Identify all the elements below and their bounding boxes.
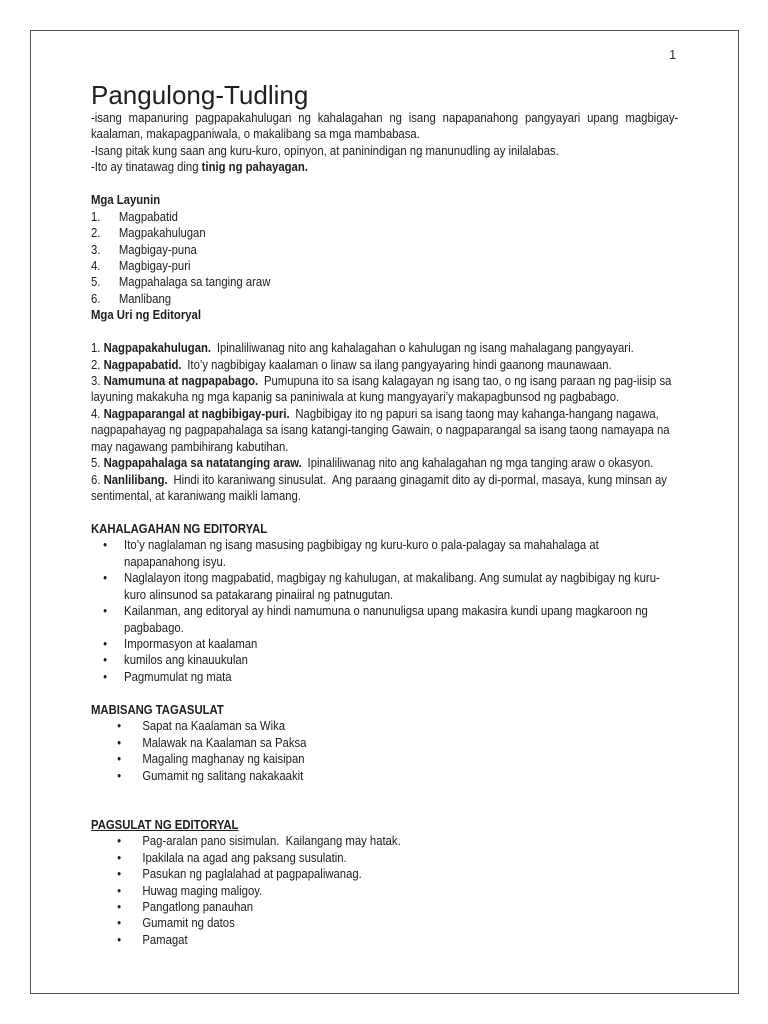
layunin-heading	[91, 192, 678, 208]
pagsulat-bullet	[91, 833, 678, 849]
uri-description: may nagawang pambihirang kabutihan.	[91, 438, 289, 454]
uri-term: Nagpapahalaga sa natatanging araw.	[103, 455, 302, 471]
uri-term: Nagpapakahulugan.	[103, 340, 212, 356]
kahalagahan-bullet	[91, 537, 678, 553]
tinig-prefix: -Ito ay tinatawag ding	[91, 159, 199, 175]
bullet-marker	[103, 636, 107, 652]
paragraph-gap	[91, 800, 678, 816]
item-number: 5.	[91, 455, 101, 471]
bullet-text: Ipakilala na agad ang paksang susulatin.	[142, 849, 347, 865]
kahalagahan-bullet	[91, 603, 678, 619]
pagsulat-bullet	[91, 932, 678, 948]
paragraph-gap	[91, 505, 678, 521]
layunin-item	[91, 291, 678, 307]
kahalagahan-continuation	[91, 587, 678, 603]
paragraph-gap	[91, 324, 678, 340]
bullet-text: Pagmumulat ng mata	[124, 668, 232, 684]
uri-term: Nagpapabatid.	[103, 356, 182, 372]
uri-description: sentimental, at karaniwang maikli lamang.	[91, 488, 301, 504]
uri-description: Ipinaliliwanag nito ang kahalagahan ng mga tanging araw o okasyon.	[307, 455, 654, 471]
item-number: 2.	[91, 225, 101, 241]
layunin-item	[91, 274, 678, 290]
item-number: 6.	[91, 290, 101, 306]
bullet-marker	[117, 883, 121, 899]
bullet-marker	[117, 833, 121, 849]
item-number: 3.	[91, 241, 101, 257]
tagasulat-bullet	[91, 751, 678, 767]
item-text: Magbigay-puna	[118, 241, 197, 257]
uri-continuation	[91, 488, 678, 504]
definition-text: kaalaman, makapagpaniwala, o makalibang sa mga mambabasa.	[91, 126, 420, 142]
layunin-item	[91, 258, 678, 274]
item-text: Magpahalaga sa tanging araw	[118, 274, 271, 290]
tagasulat-bullet	[91, 718, 678, 734]
pagsulat-bullet	[91, 899, 678, 915]
uri-description: Nagbibigay ito ng papuri sa isang taong may kahanga-hangang nagawa,	[295, 405, 659, 421]
bullet-marker	[117, 768, 121, 784]
bullet-text: kumilos ang kinauukulan	[124, 652, 248, 668]
bullet-text: Naglalayon itong magpabatid, magbigay ng kahulugan, at makalibang. Ang sumulat ay nagbibigay ng kuru-	[124, 570, 660, 586]
item-number: 4.	[91, 257, 101, 273]
uri-description: nagpapahayag ng pagpapahalaga sa isang katangi-tanging Gawain, o nagpaparangal sa isang taong namayapa na	[91, 422, 670, 438]
bullet-marker	[103, 570, 107, 586]
item-number: 3.	[91, 373, 101, 388]
bullet-marker	[103, 669, 107, 685]
layunin-item	[91, 209, 678, 225]
bullet-text: Gumamit ng salitang nakakaakit	[142, 767, 304, 783]
mabisang-tagasulat-heading-text: MABISANG TAGASULAT	[91, 701, 224, 717]
pagsulat-heading	[91, 817, 678, 833]
uri-continuation	[91, 422, 678, 438]
uri-term: Nagpaparangal at nagbibigay-puri.	[103, 405, 290, 421]
kahalagahan-bullet	[91, 636, 678, 652]
item-text: Magpakahulugan	[118, 225, 206, 241]
bullet-text: Gumamit ng datos	[142, 915, 235, 931]
uri-item	[91, 373, 678, 389]
bullet-text: Kailanman, ang editoryal ay hindi namumuna o nanunuligsa upang makasira kundi upang magkaroon ng	[124, 603, 648, 619]
definition-line	[91, 126, 678, 142]
bullet-marker	[103, 603, 107, 619]
paragraph-gap	[91, 176, 678, 192]
item-number: 6.	[91, 471, 101, 487]
pitak-line	[91, 143, 678, 159]
bullet-marker	[103, 652, 107, 668]
bullet-text: Pasukan ng paglalahad at pagpapaliwanag.	[142, 866, 362, 882]
pagsulat-heading-text: PAGSULAT NG EDITORYAL	[91, 816, 239, 832]
uri-item	[91, 357, 678, 373]
bullet-marker	[117, 899, 121, 915]
bullet-text: Pangatlong panauhan	[142, 899, 254, 914]
paragraph-gap	[91, 685, 678, 701]
uri-continuation	[91, 439, 678, 455]
item-number: 1.	[91, 340, 101, 356]
kahalagahan-heading	[91, 521, 678, 537]
tagasulat-bullet	[91, 735, 678, 751]
layunin-item	[91, 242, 678, 258]
bullet-text: Impormasyon at kaalaman	[124, 636, 258, 651]
kahalagahan-continuation	[91, 554, 678, 570]
definition-line: -isang mapanuring pagpapakahulugan ng kahalagahan ng isang napapanahong pangyayari upang magbigay-	[91, 110, 679, 125]
uri-item	[91, 406, 678, 422]
pagsulat-bullet	[91, 866, 678, 882]
bullet-text: Malawak na Kaalaman sa Paksa	[142, 734, 307, 750]
bullet-text: Huwag maging maligoy.	[142, 882, 263, 898]
bullet-marker	[117, 915, 121, 931]
kahalagahan-bullet	[91, 652, 678, 668]
tagasulat-bullet	[91, 768, 678, 784]
bullet-text: Sapat na Kaalaman sa Wika	[142, 718, 286, 734]
bullet-text: kuro alinsunod sa patakarang pinaiiral ng patnugutan.	[124, 586, 394, 602]
bullet-text: Pag-aralan pano sisimulan. Kailangang may hatak.	[142, 833, 401, 849]
uri-item	[91, 472, 678, 488]
item-number: 2.	[91, 356, 101, 372]
uri-term: Namumuna at nagpapabago.	[103, 373, 259, 388]
paragraph-gap	[91, 784, 678, 800]
bullet-text: Magaling maghanay ng kaisipan	[142, 751, 305, 767]
kahalagahan-heading-text: KAHALAGAHAN NG EDITORYAL	[91, 520, 268, 536]
bullet-marker	[117, 718, 121, 734]
mabisang-tagasulat-heading	[91, 702, 678, 718]
uri-description: Ito’y nagbibigay kaalaman o linaw sa ilang pangyayaring hindi gaanong maunawaan.	[187, 356, 612, 372]
tinig-line	[91, 159, 678, 175]
uri-continuation	[91, 389, 678, 405]
pitak-text: -Isang pitak kung saan ang kuru-kuro, opinyon, at paninindigan ng manunudling ay inilalabas.	[91, 142, 559, 158]
bullet-marker	[117, 850, 121, 866]
item-number: 4.	[91, 405, 101, 421]
uri-item	[91, 455, 678, 471]
uri-heading	[91, 307, 678, 323]
document-body	[91, 110, 678, 948]
item-text: Magbigay-puri	[118, 257, 191, 273]
item-number: 1.	[91, 208, 101, 224]
kahalagahan-bullet	[91, 570, 678, 586]
uri-heading-text: Mga Uri ng Editoryal	[91, 307, 201, 323]
item-text: Manlibang	[118, 290, 172, 306]
bullet-marker	[117, 932, 121, 948]
uri-term: Nanlilibang.	[103, 471, 168, 487]
pagsulat-bullet	[91, 850, 678, 866]
item-text: Magpabatid	[118, 208, 178, 224]
uri-description: Pumupuna ito sa isang kalagayan ng isang tao, o ng isang paraan ng pag-iisip sa	[263, 373, 672, 388]
uri-description: Ipinaliliwanag nito ang kahalagahan o kahulugan ng isang mahalagang pangyayari.	[216, 340, 634, 356]
bullet-text: pagbabago.	[124, 619, 184, 635]
bullet-marker	[117, 735, 121, 751]
page-title: Pangulong-Tudling	[91, 80, 309, 110]
bullet-marker	[117, 866, 121, 882]
bullet-marker	[103, 537, 107, 553]
bullet-marker	[117, 751, 121, 767]
layunin-heading-text: Mga Layunin	[91, 192, 161, 208]
uri-description: Hindi ito karaniwang sinusulat. Ang paraang ginagamit dito ay di-pormal, masaya, kung minsan ay	[173, 471, 667, 487]
layunin-item	[91, 225, 678, 241]
pagsulat-bullet	[91, 915, 678, 931]
uri-item	[91, 340, 678, 356]
bullet-text: Ito’y naglalaman ng isang masusing pagbibigay ng kuru-kuro o pala-palagay sa mahahalaga at	[124, 537, 599, 553]
item-number: 5.	[91, 274, 101, 290]
kahalagahan-bullet	[91, 669, 678, 685]
bullet-text: napapanahong isyu.	[124, 553, 226, 569]
page-number: 1	[669, 47, 677, 62]
pagsulat-bullet	[91, 883, 678, 899]
bullet-text: Pamagat	[142, 931, 188, 947]
uri-description: layuning makakuha ng mga kapanig sa paniniwala at kung mangyayari’y makapagbunsod ng pagbabago.	[91, 389, 620, 405]
kahalagahan-continuation	[91, 620, 678, 636]
tinig-emphasis: tinig ng pahayagan.	[201, 159, 308, 175]
